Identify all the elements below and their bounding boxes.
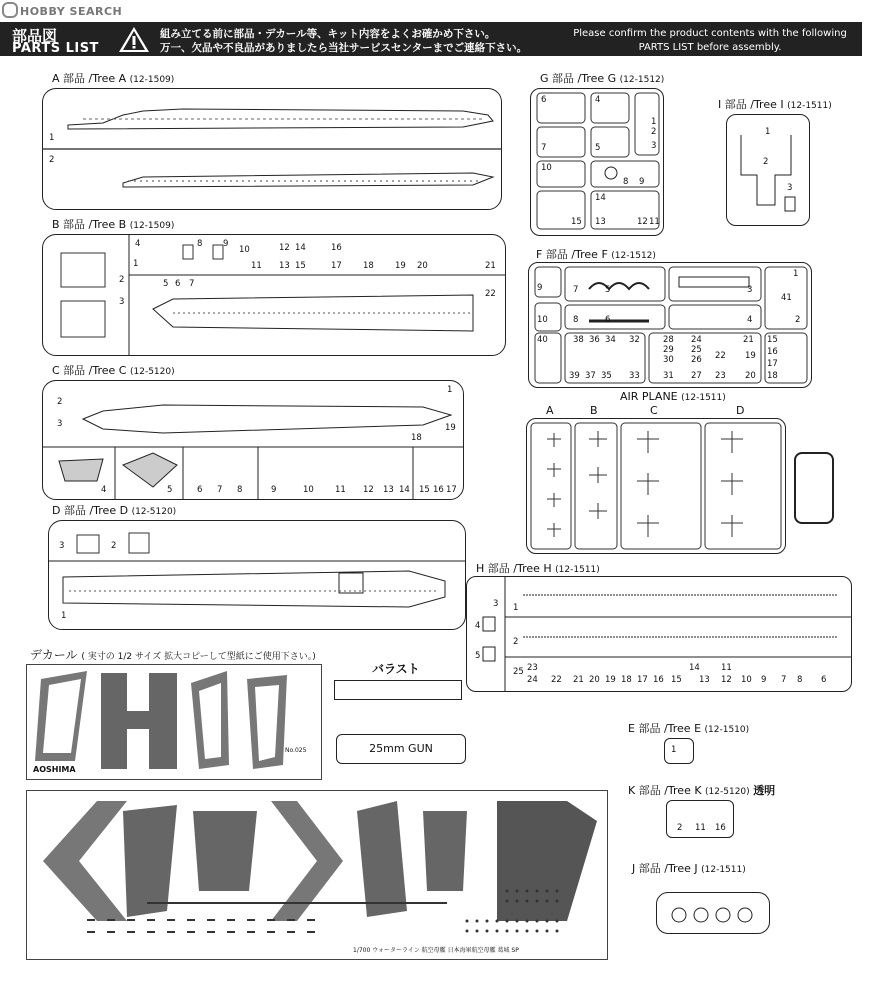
tree-b-part-21: 21 [485, 261, 496, 271]
tree-f-part-32: 32 [629, 335, 640, 345]
tree-c-part-16: 16 [433, 485, 444, 495]
tree-g-part-1: 1 [651, 117, 657, 127]
tree-g-part-12: 12 [637, 217, 648, 227]
tree-b-part-13: 13 [279, 261, 290, 271]
tree-i-part-1: 1 [765, 127, 771, 137]
tree-f-part-34: 34 [605, 335, 616, 345]
tree-g-label [540, 70, 664, 86]
gun-label: 25mm GUN [369, 742, 433, 755]
decal-sheet-1-drawing [27, 665, 321, 779]
tree-b-part-10: 10 [239, 245, 250, 255]
notice-jp-line-2: 万一、欠品や不良品がありましたら当社サービスセンターまでご連絡下さい。 [160, 42, 528, 54]
tree-h-drawing [467, 577, 851, 691]
tree-e-name: E 部品 /Tree E [628, 722, 702, 735]
watermark-logo [2, 2, 122, 18]
tree-h-part-19: 19 [605, 675, 616, 685]
tree-h-part-7: 7 [781, 675, 787, 685]
decal-label [30, 646, 316, 663]
tree-g-part-8: 8 [623, 177, 629, 187]
tree-f-part-4: 4 [747, 315, 753, 325]
tree-i-part-2: 2 [763, 157, 769, 167]
tree-c-part-9: 9 [271, 485, 277, 495]
title-en: PARTS LIST [12, 41, 99, 56]
tree-b-part-9: 9 [223, 239, 229, 249]
tree-d-code: (12-5120) [131, 507, 177, 517]
tree-f-name: F 部品 /Tree F [536, 248, 608, 261]
tree-h-part-22: 22 [551, 675, 562, 685]
decal-sheet-2-drawing [27, 791, 607, 959]
tree-b-part-7: 7 [189, 279, 195, 289]
tree-b-part-4: 4 [135, 239, 141, 249]
tree-f-part-21: 21 [743, 335, 754, 345]
notice-jp [160, 27, 527, 55]
tree-h-part-2: 2 [513, 637, 519, 647]
tree-c-part-2: 2 [57, 397, 63, 407]
tree-b-part-20: 20 [417, 261, 428, 271]
air-plane-frame [526, 418, 786, 554]
tree-k-name: K 部品 /Tree K [628, 784, 702, 797]
tree-f-part-1: 1 [793, 269, 799, 279]
tree-c-part-4: 4 [101, 485, 107, 495]
tree-h-part-4: 4 [475, 621, 481, 631]
tree-f-part-38: 38 [573, 335, 584, 345]
tree-f-frame [528, 262, 812, 388]
tree-f-part-26: 26 [691, 355, 702, 365]
tree-c-part-3: 3 [57, 419, 63, 429]
tree-h-part-12: 12 [721, 675, 732, 685]
tree-c-code: (12-5120) [129, 367, 175, 377]
tree-h-label [476, 560, 600, 576]
tree-g-part-3: 3 [651, 141, 657, 151]
tree-b-code: (12-1509) [129, 221, 175, 231]
tree-f-part-29: 29 [663, 345, 674, 355]
decal-title: デカール [30, 648, 78, 662]
decal-maker-logo: AOSHIMA [33, 765, 76, 774]
air-col-c: C [650, 404, 658, 417]
tree-h-part-5: 5 [475, 651, 481, 661]
tree-f-part-27: 27 [691, 371, 702, 381]
air-plane-label [620, 390, 726, 403]
air-col-a: A [546, 404, 554, 417]
tree-f-part-35: 35 [601, 371, 612, 381]
tree-f-part-40: 40 [537, 335, 548, 345]
tree-f-part-9: 9 [537, 283, 543, 293]
tree-i-name: I 部品 /Tree I [718, 98, 784, 111]
decal-sheet-2 [26, 790, 608, 960]
notice-jp-line-1: 組み立てる前に部品・デカール等、キット内容をよくお確かめ下さい。 [160, 28, 496, 40]
tree-h-part-23: 23 [527, 663, 538, 673]
tree-c-drawing [43, 381, 463, 499]
tree-c-part-19: 19 [445, 423, 456, 433]
tree-j-frame [656, 892, 770, 934]
tree-b-frame [42, 234, 506, 356]
tree-g-name: G 部品 /Tree G [540, 72, 617, 85]
title-jp: 部品図 [12, 27, 58, 45]
tree-h-part-16: 16 [653, 675, 664, 685]
tree-c-part-14: 14 [399, 485, 410, 495]
decal-sheet-no: No.025 [285, 747, 307, 754]
tree-b-part-19: 19 [395, 261, 406, 271]
tree-g-part-5: 5 [595, 143, 601, 153]
tree-f-part-3: 3 [747, 285, 753, 295]
tree-f-part-24: 24 [691, 335, 702, 345]
tree-e-part-1: 1 [671, 745, 677, 755]
tree-h-code: (12-1511) [555, 565, 600, 575]
tree-h-part-10: 10 [741, 675, 752, 685]
tree-d-label [52, 502, 176, 518]
tree-c-part-18: 18 [411, 433, 422, 443]
tree-g-code: (12-1512) [619, 75, 665, 85]
tree-d-drawing [49, 521, 465, 629]
notice-en-line-1: Please confirm the product contents with the following [573, 28, 847, 39]
tree-f-part-5: 5 [605, 285, 611, 295]
tree-f-part-2: 2 [795, 315, 801, 325]
tree-c-part-12: 12 [363, 485, 374, 495]
tree-g-part-4: 4 [595, 95, 601, 105]
tree-g-part-10: 10 [541, 163, 552, 173]
tree-f-label [536, 246, 656, 262]
tree-d-frame [48, 520, 466, 630]
air-plane-drawing [527, 419, 785, 553]
tree-f-part-15: 15 [767, 335, 778, 345]
tree-f-code: (12-1512) [611, 251, 656, 261]
tree-c-part-1: 1 [447, 385, 453, 395]
notice-en [560, 27, 860, 55]
tree-c-part-8: 8 [237, 485, 243, 495]
tree-k-code: (12-5120) [705, 787, 750, 797]
tree-f-part-36: 36 [589, 335, 600, 345]
tree-h-part-9: 9 [761, 675, 767, 685]
tree-g-part-6: 6 [541, 95, 547, 105]
tree-g-frame [530, 88, 664, 236]
tree-f-part-33: 33 [629, 371, 640, 381]
canopy-part [794, 452, 834, 524]
tree-f-part-30: 30 [663, 355, 674, 365]
tree-c-part-7: 7 [217, 485, 223, 495]
tree-f-part-22: 22 [715, 351, 726, 361]
tree-h-part-14: 14 [689, 663, 700, 673]
tree-h-part-15: 15 [671, 675, 682, 685]
tree-h-part-13: 13 [699, 675, 710, 685]
tree-g-part-11: 11 [649, 217, 660, 227]
tree-a-label [52, 70, 174, 86]
tree-j-drawing [657, 893, 769, 933]
tree-j-label [632, 860, 746, 876]
tree-c-part-13: 13 [383, 485, 394, 495]
tree-a-drawing [43, 89, 501, 209]
tree-b-part-12: 12 [279, 243, 290, 253]
tree-g-part-9: 9 [639, 177, 645, 187]
tree-b-part-3: 3 [119, 297, 125, 307]
tree-c-part-5: 5 [167, 485, 173, 495]
tree-h-part-18: 18 [621, 675, 632, 685]
tree-h-part-3: 3 [493, 599, 499, 609]
tree-b-part-1: 1 [133, 259, 139, 269]
tree-g-part-7: 7 [541, 143, 547, 153]
decal-sheet-caption: 1/700 ウォーターライン 航空母艦 日本海軍航空母艦 葛城 SP [353, 947, 519, 954]
tree-b-name: B 部品 /Tree B [52, 218, 127, 231]
tree-c-part-11: 11 [335, 485, 346, 495]
tree-h-part-20: 20 [589, 675, 600, 685]
tree-j-code: (12-1511) [701, 865, 746, 875]
tree-a-code: (12-1509) [129, 75, 175, 85]
tree-f-part-8: 8 [573, 315, 579, 325]
tree-b-part-5: 5 [163, 279, 169, 289]
tree-f-part-37: 37 [585, 371, 596, 381]
tree-b-part-18: 18 [363, 261, 374, 271]
tree-b-part-16: 16 [331, 243, 342, 253]
tree-d-name: D 部品 /Tree D [52, 504, 129, 517]
tree-i-frame [726, 114, 810, 226]
tree-g-part-2: 2 [651, 127, 657, 137]
tree-f-part-10: 10 [537, 315, 548, 325]
tree-f-part-17: 17 [767, 359, 778, 369]
tree-b-drawing [43, 235, 505, 355]
tree-k-part-2: 2 [677, 823, 683, 833]
tree-k-frame [666, 800, 734, 838]
tree-a-frame [42, 88, 502, 210]
tree-a-part-1: 1 [49, 133, 55, 143]
tree-c-part-6: 6 [197, 485, 203, 495]
air-plane-name: AIR PLANE [620, 390, 678, 403]
tree-f-part-18: 18 [767, 371, 778, 381]
tree-h-part-8: 8 [797, 675, 803, 685]
tree-h-part-1: 1 [513, 603, 519, 613]
tree-h-part-17: 17 [637, 675, 648, 685]
tree-f-part-41: 41 [781, 293, 792, 303]
tree-b-part-6: 6 [175, 279, 181, 289]
tree-g-drawing [531, 89, 663, 235]
tree-c-label [52, 362, 175, 378]
tree-c-part-15: 15 [419, 485, 430, 495]
tree-h-name: H 部品 /Tree H [476, 562, 552, 575]
tree-a-part-2: 2 [49, 155, 55, 165]
tree-b-part-17: 17 [331, 261, 342, 271]
tree-b-part-14: 14 [295, 243, 306, 253]
header-bar [0, 22, 862, 56]
tree-d-part-3: 3 [59, 541, 65, 551]
tree-f-part-23: 23 [715, 371, 726, 381]
tree-f-part-31: 31 [663, 371, 674, 381]
tree-c-frame [42, 380, 464, 500]
tree-b-label [52, 216, 174, 232]
tree-f-part-25: 25 [691, 345, 702, 355]
gun-sprue [336, 734, 466, 764]
tree-h-part-11: 11 [721, 663, 732, 673]
tree-k-label [628, 782, 775, 798]
tree-f-part-16: 16 [767, 347, 778, 357]
tree-f-part-6: 6 [605, 315, 611, 325]
tree-b-part-22: 22 [485, 289, 496, 299]
tree-h-part-21: 21 [573, 675, 584, 685]
tree-h-part-6: 6 [821, 675, 827, 685]
tree-i-code: (12-1511) [787, 101, 832, 111]
tree-b-part-2: 2 [119, 275, 125, 285]
tree-b-part-15: 15 [295, 261, 306, 271]
tree-k-part-16: 16 [715, 823, 726, 833]
tree-f-part-7: 7 [573, 285, 579, 295]
tree-k-part-11: 11 [695, 823, 706, 833]
decal-note: ( 実寸の 1/2 サイズ 拡大コピーして型紙にご使用下さい。) [81, 652, 316, 662]
tree-k-note: 透明 [753, 784, 776, 797]
tree-e-frame [664, 738, 694, 764]
tree-i-label [718, 96, 832, 112]
tree-b-part-8: 8 [197, 239, 203, 249]
notice-en-line-2: PARTS LIST before assembly. [638, 42, 782, 53]
tree-e-code: (12-1510) [704, 725, 750, 735]
tree-c-name: C 部品 /Tree C [52, 364, 127, 377]
tree-c-part-10: 10 [303, 485, 314, 495]
tree-f-part-20: 20 [745, 371, 756, 381]
tree-d-part-2: 2 [111, 541, 117, 551]
tree-f-part-19: 19 [745, 351, 756, 361]
tree-g-part-13: 13 [595, 217, 606, 227]
tree-d-part-1: 1 [61, 611, 67, 621]
tree-i-part-3: 3 [787, 183, 793, 193]
tree-j-name: J 部品 /Tree J [632, 862, 698, 875]
air-col-b: B [590, 404, 598, 417]
tree-a-name: A 部品 /Tree A [52, 72, 127, 85]
ballast-title: バラスト [372, 662, 420, 676]
tree-f-part-39: 39 [569, 371, 580, 381]
tree-g-part-15: 15 [571, 217, 582, 227]
decal-sheet-1 [26, 664, 322, 780]
tree-h-frame [466, 576, 852, 692]
tree-c-part-17: 17 [446, 485, 457, 495]
warning-icon [118, 25, 150, 53]
tree-f-part-28: 28 [663, 335, 674, 345]
tree-g-part-14: 14 [595, 193, 606, 203]
tree-b-part-11: 11 [251, 261, 262, 271]
tree-h-part-25: 25 [513, 667, 524, 677]
air-col-d: D [736, 404, 745, 417]
tree-h-part-24: 24 [527, 675, 538, 685]
ballast-part [334, 680, 462, 700]
air-plane-code: (12-1511) [681, 393, 726, 403]
tree-e-label [628, 720, 749, 736]
watermark-text: HOBBY SEARCH [20, 5, 123, 18]
